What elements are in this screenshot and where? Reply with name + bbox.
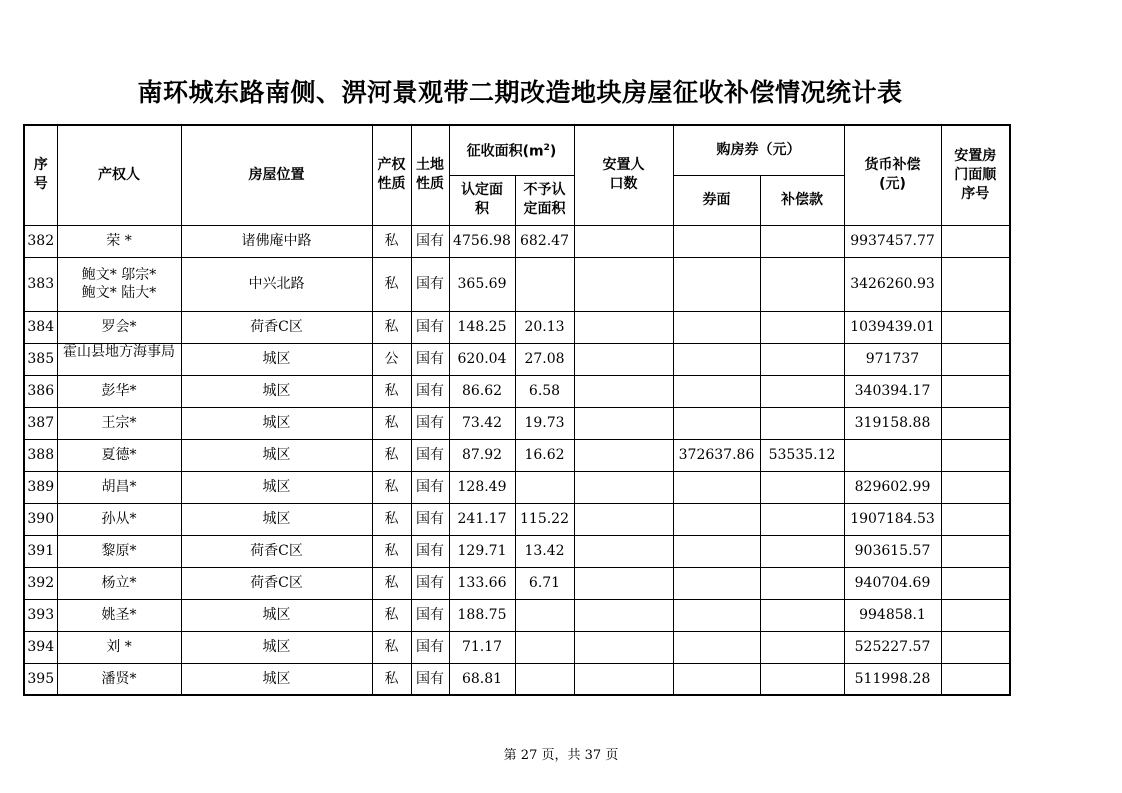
cell-area-not-confirmed [515,631,574,663]
cell-area-confirmed: 68.81 [449,663,515,695]
table-row [24,375,1010,407]
cell-resettle-order [941,311,1010,343]
cell-voucher-compensation [760,503,844,535]
cell-voucher-face [673,631,760,663]
cell-land-nature: 国有 [411,343,449,375]
cell-resettle-order [941,375,1010,407]
cell-resettle-order [941,407,1010,439]
cell-land-nature: 国有 [411,663,449,695]
cell-voucher-face [673,407,760,439]
cell-seq: 383 [24,257,57,311]
cell-resettle-order [941,599,1010,631]
cell-voucher-face [673,599,760,631]
cell-voucher-compensation [760,375,844,407]
cell-owner: 夏德* [57,439,181,471]
cell-money-compensation: 319158.88 [844,407,941,439]
table-row [24,225,1010,257]
cell-location: 城区 [181,631,372,663]
cell-owner: 王宗* [57,407,181,439]
cell-seq: 386 [24,375,57,407]
cell-land-nature: 国有 [411,225,449,257]
cell-resettle-order [941,631,1010,663]
table-row [24,257,1010,311]
cell-resettle-population [574,343,673,375]
cell-location: 城区 [181,471,372,503]
cell-land-nature: 国有 [411,631,449,663]
cell-area-confirmed: 188.75 [449,599,515,631]
cell-voucher-face [673,225,760,257]
cell-area-confirmed: 4756.98 [449,225,515,257]
cell-money-compensation: 940704.69 [844,567,941,599]
table-row [24,663,1010,695]
cell-resettle-population [574,375,673,407]
cell-money-compensation: 9937457.77 [844,225,941,257]
cell-area-confirmed: 87.92 [449,439,515,471]
cell-area-not-confirmed: 19.73 [515,407,574,439]
compensation-table [23,124,1011,696]
cell-money-compensation: 903615.57 [844,535,941,567]
cell-owner: 黎原* [57,535,181,567]
header-area-confirmed: 认定面积 [449,175,515,225]
cell-resettle-order [941,225,1010,257]
cell-property-nature: 私 [372,599,411,631]
cell-seq: 392 [24,567,57,599]
header-area-not-confirmed: 不予认定面积 [515,175,574,225]
cell-resettle-population [574,407,673,439]
cell-resettle-population [574,535,673,567]
cell-owner: 鲍文* 邬宗* 鲍文* 陆大* [57,257,181,311]
cell-voucher-face: 372637.86 [673,439,760,471]
cell-land-nature: 国有 [411,535,449,567]
cell-owner: 彭华* [57,375,181,407]
header-area-group: 征收面积$(m^2)$ [449,125,574,175]
cell-resettle-order [941,471,1010,503]
cell-property-nature: 公 [372,343,411,375]
cell-voucher-compensation [760,663,844,695]
table-row [24,343,1010,375]
cell-resettle-population [574,503,673,535]
cell-area-confirmed: 129.71 [449,535,515,567]
cell-resettle-population [574,311,673,343]
cell-voucher-compensation: 53535.12 [760,439,844,471]
cell-voucher-face [673,343,760,375]
cell-area-not-confirmed: 16.62 [515,439,574,471]
cell-area-confirmed: 365.69 [449,257,515,311]
cell-location: 荷香C区 [181,311,372,343]
cell-money-compensation: 994858.1 [844,599,941,631]
header-money-compensation: 货币补偿(元) [844,125,941,225]
cell-voucher-compensation [760,311,844,343]
cell-property-nature: 私 [372,375,411,407]
cell-owner: 荣 * [57,225,181,257]
cell-area-not-confirmed [515,471,574,503]
cell-area-not-confirmed: 682.47 [515,225,574,257]
cell-area-confirmed: 71.17 [449,631,515,663]
cell-area-not-confirmed: 13.42 [515,535,574,567]
cell-resettle-order [941,343,1010,375]
cell-voucher-compensation [760,343,844,375]
cell-voucher-face [673,567,760,599]
cell-area-not-confirmed [515,257,574,311]
cell-seq: 393 [24,599,57,631]
cell-location: 城区 [181,599,372,631]
cell-property-nature: 私 [372,471,411,503]
cell-area-not-confirmed [515,663,574,695]
cell-property-nature: 私 [372,535,411,567]
cell-money-compensation: 829602.99 [844,471,941,503]
cell-seq: 388 [24,439,57,471]
cell-resettle-population [574,257,673,311]
cell-money-compensation: 3426260.93 [844,257,941,311]
cell-resettle-population [574,225,673,257]
cell-resettle-order [941,503,1010,535]
cell-money-compensation: 1907184.53 [844,503,941,535]
cell-resettle-population [574,439,673,471]
cell-location: 荷香C区 [181,535,372,567]
cell-voucher-face [673,375,760,407]
cell-resettle-population [574,471,673,503]
cell-location: 城区 [181,439,372,471]
cell-voucher-face [673,311,760,343]
cell-location: 城区 [181,503,372,535]
cell-resettle-population [574,599,673,631]
cell-voucher-compensation [760,257,844,311]
cell-money-compensation: 525227.57 [844,631,941,663]
cell-property-nature: 私 [372,311,411,343]
page-title: 南环城东路南侧、淠河景观带二期改造地块房屋征收补偿情况统计表 [137,78,903,107]
table-row [24,599,1010,631]
cell-area-not-confirmed: 27.08 [515,343,574,375]
table-row [24,471,1010,503]
table-row [24,535,1010,567]
page-footer: 第 27 页，共 37 页 [503,748,619,763]
cell-voucher-compensation [760,599,844,631]
cell-resettle-order [941,439,1010,471]
cell-location: 城区 [181,375,372,407]
cell-resettle-population [574,631,673,663]
cell-owner: 潘贤* [57,663,181,695]
table-row [24,567,1010,599]
cell-location: 荷香C区 [181,567,372,599]
header-voucher-group: 购房券（元） [673,125,844,175]
cell-resettle-order [941,535,1010,567]
cell-property-nature: 私 [372,567,411,599]
cell-area-not-confirmed: 20.13 [515,311,574,343]
cell-voucher-compensation [760,535,844,567]
cell-land-nature: 国有 [411,599,449,631]
cell-voucher-compensation [760,631,844,663]
cell-money-compensation: 511998.28 [844,663,941,695]
cell-seq: 382 [24,225,57,257]
cell-owner: 胡昌* [57,471,181,503]
table-row [24,503,1010,535]
cell-voucher-compensation [760,471,844,503]
header-resettle-population: 安置人口数 [574,125,673,225]
cell-money-compensation [844,439,941,471]
cell-property-nature: 私 [372,663,411,695]
cell-property-nature: 私 [372,439,411,471]
header-resettle-order: 安置房门面顺序号 [941,125,1010,225]
cell-area-confirmed: 241.17 [449,503,515,535]
cell-area-confirmed: 73.42 [449,407,515,439]
cell-seq: 390 [24,503,57,535]
table-row [24,311,1010,343]
cell-owner: 刘 * [57,631,181,663]
cell-voucher-face [673,535,760,567]
cell-voucher-face [673,663,760,695]
table-row [24,439,1010,471]
cell-voucher-face [673,257,760,311]
cell-location: 城区 [181,407,372,439]
cell-seq: 391 [24,535,57,567]
cell-property-nature: 私 [372,407,411,439]
header-location: 房屋位置 [181,125,372,225]
cell-area-confirmed: 148.25 [449,311,515,343]
table-row [24,407,1010,439]
cell-area-confirmed: 86.62 [449,375,515,407]
header-land-nature: 土地性质 [411,125,449,225]
cell-money-compensation: 340394.17 [844,375,941,407]
cell-seq: 387 [24,407,57,439]
cell-money-compensation: 971737 [844,343,941,375]
cell-land-nature: 国有 [411,439,449,471]
cell-seq: 384 [24,311,57,343]
cell-resettle-order [941,567,1010,599]
table-row [24,631,1010,663]
cell-land-nature: 国有 [411,257,449,311]
page-number: 27 [520,748,538,763]
cell-owner: 姚圣* [57,599,181,631]
cell-resettle-order [941,663,1010,695]
cell-voucher-compensation [760,567,844,599]
cell-property-nature: 私 [372,257,411,311]
cell-land-nature: 国有 [411,471,449,503]
cell-location: 城区 [181,343,372,375]
cell-owner: 罗会* [57,311,181,343]
cell-seq: 395 [24,663,57,695]
cell-owner: 霍山县地方海事局 [57,343,181,375]
cell-area-confirmed: 133.66 [449,567,515,599]
cell-resettle-order [941,257,1010,311]
cell-voucher-face [673,503,760,535]
cell-owner: 孙从* [57,503,181,535]
cell-seq: 385 [24,343,57,375]
cell-land-nature: 国有 [411,407,449,439]
header-property-nature: 产权性质 [372,125,411,225]
cell-property-nature: 私 [372,225,411,257]
cell-resettle-population [574,663,673,695]
cell-land-nature: 国有 [411,567,449,599]
cell-land-nature: 国有 [411,311,449,343]
cell-area-not-confirmed: 6.71 [515,567,574,599]
cell-area-confirmed: 128.49 [449,471,515,503]
cell-land-nature: 国有 [411,375,449,407]
cell-seq: 394 [24,631,57,663]
cell-location: 诸佛庵中路 [181,225,372,257]
cell-area-not-confirmed [515,599,574,631]
cell-location: 中兴北路 [181,257,372,311]
cell-seq: 389 [24,471,57,503]
cell-resettle-population [574,567,673,599]
cell-property-nature: 私 [372,631,411,663]
header-owner: 产权人 [57,125,181,225]
header-seq: 序号 [24,125,57,225]
header-voucher-face: 券面 [673,175,760,225]
cell-money-compensation: 1039439.01 [844,311,941,343]
cell-area-not-confirmed: 115.22 [515,503,574,535]
cell-area-not-confirmed: 6.58 [515,375,574,407]
cell-owner: 杨立* [57,567,181,599]
cell-voucher-compensation [760,225,844,257]
page-total: 37 [584,748,602,763]
cell-voucher-face [673,471,760,503]
cell-voucher-compensation [760,407,844,439]
cell-area-confirmed: 620.04 [449,343,515,375]
cell-property-nature: 私 [372,503,411,535]
cell-location: 城区 [181,663,372,695]
cell-land-nature: 国有 [411,503,449,535]
header-voucher-compensation: 补偿款 [760,175,844,225]
